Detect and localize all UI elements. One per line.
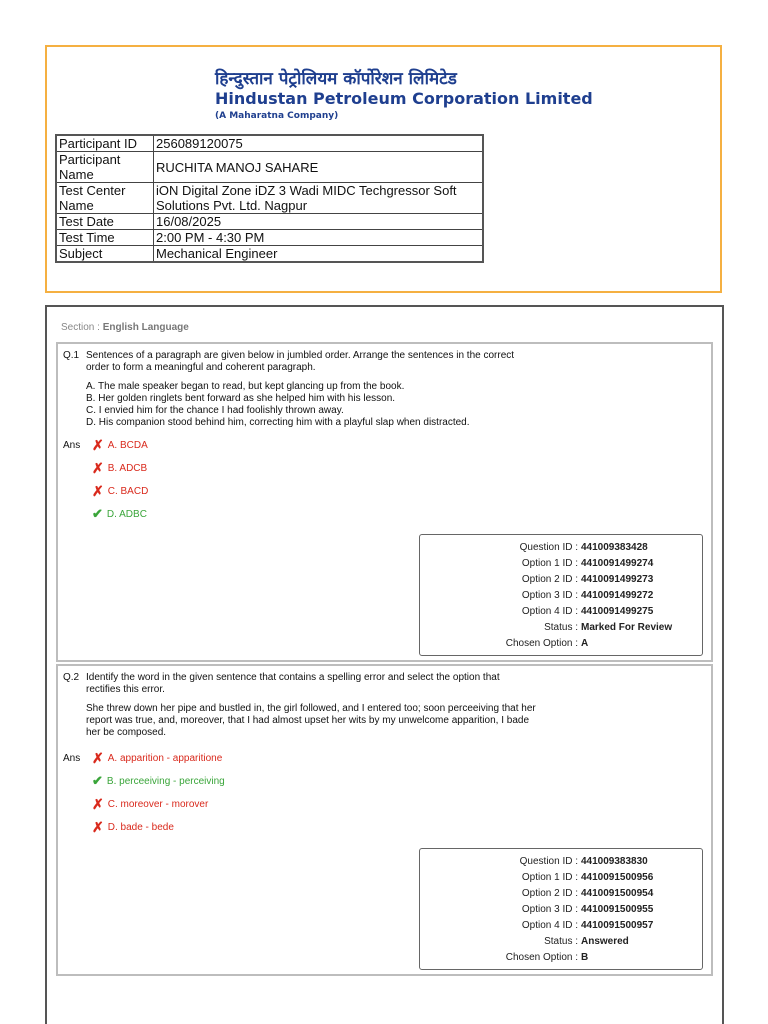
meta-row — [420, 636, 702, 652]
meta-value: 4410091499272 — [581, 590, 654, 601]
candidate-header — [45, 45, 722, 293]
meta-value: B — [581, 952, 589, 963]
org-name-english: Hindustan Petroleum Corporation Limited — [215, 89, 593, 108]
meta-value: Answered — [581, 936, 629, 947]
info-label: Participant Name — [56, 152, 154, 183]
info-row — [56, 152, 483, 183]
answer-option-correct — [92, 775, 225, 787]
section-prefix: Section : — [61, 322, 103, 333]
meta-label: Option 4 ID : — [521, 920, 578, 931]
option-text: D. bade - bede — [107, 821, 174, 833]
info-label: Test Time — [56, 230, 154, 246]
meta-value: 4410091499275 — [581, 606, 654, 617]
meta-label: Chosen Option : — [505, 952, 578, 963]
meta-label: Question ID : — [519, 542, 578, 553]
correct-check-icon: ✔ — [92, 773, 103, 788]
info-value: Mechanical Engineer — [154, 246, 484, 263]
meta-label: Chosen Option : — [505, 638, 578, 649]
meta-row — [420, 934, 702, 950]
question-meta-box — [419, 848, 703, 970]
section-name: English Language — [102, 322, 189, 333]
wrong-cross-icon: ✗ — [92, 750, 104, 766]
meta-value: 4410091500955 — [581, 904, 654, 915]
meta-label: Option 1 ID : — [521, 872, 578, 883]
wrong-cross-icon: ✗ — [92, 819, 104, 835]
company-logo — [215, 69, 593, 123]
question-meta-box — [419, 534, 703, 656]
info-value: 16/08/2025 — [154, 214, 484, 230]
info-label: Test Center Name — [56, 183, 154, 214]
meta-row — [420, 950, 702, 966]
meta-row — [420, 588, 702, 604]
info-row — [56, 230, 483, 246]
option-text: B. ADCB — [107, 462, 148, 474]
info-value: 256089120075 — [154, 135, 484, 152]
meta-label: Status : — [544, 936, 578, 947]
info-label: Subject — [56, 246, 154, 263]
meta-label: Option 1 ID : — [521, 558, 578, 569]
info-row — [56, 183, 483, 214]
meta-label: Option 3 ID : — [521, 590, 578, 601]
question-number: Q.1 — [63, 350, 80, 361]
question-panel — [45, 305, 724, 1024]
answer-option — [92, 798, 208, 810]
answer-option-correct — [92, 508, 147, 520]
meta-label: Option 4 ID : — [521, 606, 578, 617]
question-paragraph: Identify the word in the given sentence that contains a spelling error and select the option that rectifies this error. — [86, 672, 500, 695]
meta-row — [420, 902, 702, 918]
answer-label: Ans — [63, 440, 81, 451]
meta-row — [420, 886, 702, 902]
question-number: Q.2 — [63, 672, 80, 683]
question-card — [56, 342, 713, 662]
info-value: RUCHITA MANOJ SAHARE — [154, 152, 484, 183]
option-text: B. perceeiving - perceiving — [106, 775, 225, 787]
meta-value: 4410091500957 — [581, 920, 654, 931]
option-text: D. ADBC — [106, 508, 147, 520]
option-text: A. apparition - apparitione — [107, 752, 223, 764]
meta-label: Option 2 ID : — [521, 574, 578, 585]
meta-row — [420, 870, 702, 886]
info-value: 2:00 PM - 4:30 PM — [154, 230, 484, 246]
meta-row — [420, 620, 702, 636]
meta-value: 4410091500954 — [581, 888, 654, 899]
question-paragraph: Sentences of a paragraph are given below in jumbled order. Arrange the sentences in the correct order to form a meaningful and coherent paragraph. — [86, 350, 515, 373]
meta-row — [420, 918, 702, 934]
meta-label: Status : — [544, 622, 578, 633]
info-value: iON Digital Zone iDZ 3 Wadi MIDC Techgressor Soft Solutions Pvt. Ltd. Nagpur — [154, 183, 484, 214]
question-text — [86, 672, 536, 746]
wrong-cross-icon: ✗ — [92, 437, 104, 453]
meta-label: Option 3 ID : — [521, 904, 578, 915]
answer-option — [92, 752, 222, 764]
answer-option — [92, 439, 148, 451]
meta-label: Question ID : — [519, 856, 578, 867]
section-label — [61, 322, 189, 333]
answer-option — [92, 485, 148, 497]
meta-value: 4410091499274 — [581, 558, 654, 569]
meta-value: 441009383428 — [581, 542, 648, 553]
question-paragraph: A. The male speaker began to read, but kept glancing up from the book. B. Her golden ringlets bent forward as she helped him with his lesson. C. I envied him for the chance I had foolishly thrown away. D. His companion stood behind him, correcting him with a playful slap when distracted. — [86, 381, 470, 428]
wrong-cross-icon: ✗ — [92, 483, 104, 499]
meta-row — [420, 540, 702, 556]
option-text: C. moreover - morover — [107, 798, 209, 810]
answer-option — [92, 821, 174, 833]
meta-value: 4410091499273 — [581, 574, 654, 585]
meta-value: 4410091500956 — [581, 872, 654, 883]
info-label: Participant ID — [56, 135, 154, 152]
question-text — [86, 350, 536, 436]
meta-value: Marked For Review — [581, 622, 673, 633]
participant-info-table — [55, 134, 484, 263]
wrong-cross-icon: ✗ — [92, 796, 104, 812]
option-text: C. BACD — [107, 485, 149, 497]
info-row — [56, 135, 483, 152]
info-row — [56, 214, 483, 230]
meta-row — [420, 572, 702, 588]
org-subtitle: (A Maharatna Company) — [215, 111, 339, 121]
meta-row — [420, 556, 702, 572]
question-card — [56, 664, 713, 976]
meta-row — [420, 854, 702, 870]
option-text: A. BCDA — [107, 439, 148, 451]
wrong-cross-icon: ✗ — [92, 460, 104, 476]
answer-label: Ans — [63, 753, 81, 764]
meta-value: A — [581, 638, 589, 649]
meta-value: 441009383830 — [581, 856, 648, 867]
correct-check-icon: ✔ — [92, 506, 103, 521]
info-label: Test Date — [56, 214, 154, 230]
answer-option — [92, 462, 147, 474]
org-name-hindi: हिन्दुस्तान पेट्रोलियम कॉर्पोरेशन लिमिटेड — [215, 69, 457, 89]
question-paragraph: She threw down her pipe and bustled in, the girl followed, and I entered too; soon perceeiving that her report was true, and, moreover, that I had almost upset her wits by my unwelcome apparition, I bade her be composed. — [86, 703, 536, 738]
info-row — [56, 246, 483, 263]
meta-label: Option 2 ID : — [521, 888, 578, 899]
meta-row — [420, 604, 702, 620]
